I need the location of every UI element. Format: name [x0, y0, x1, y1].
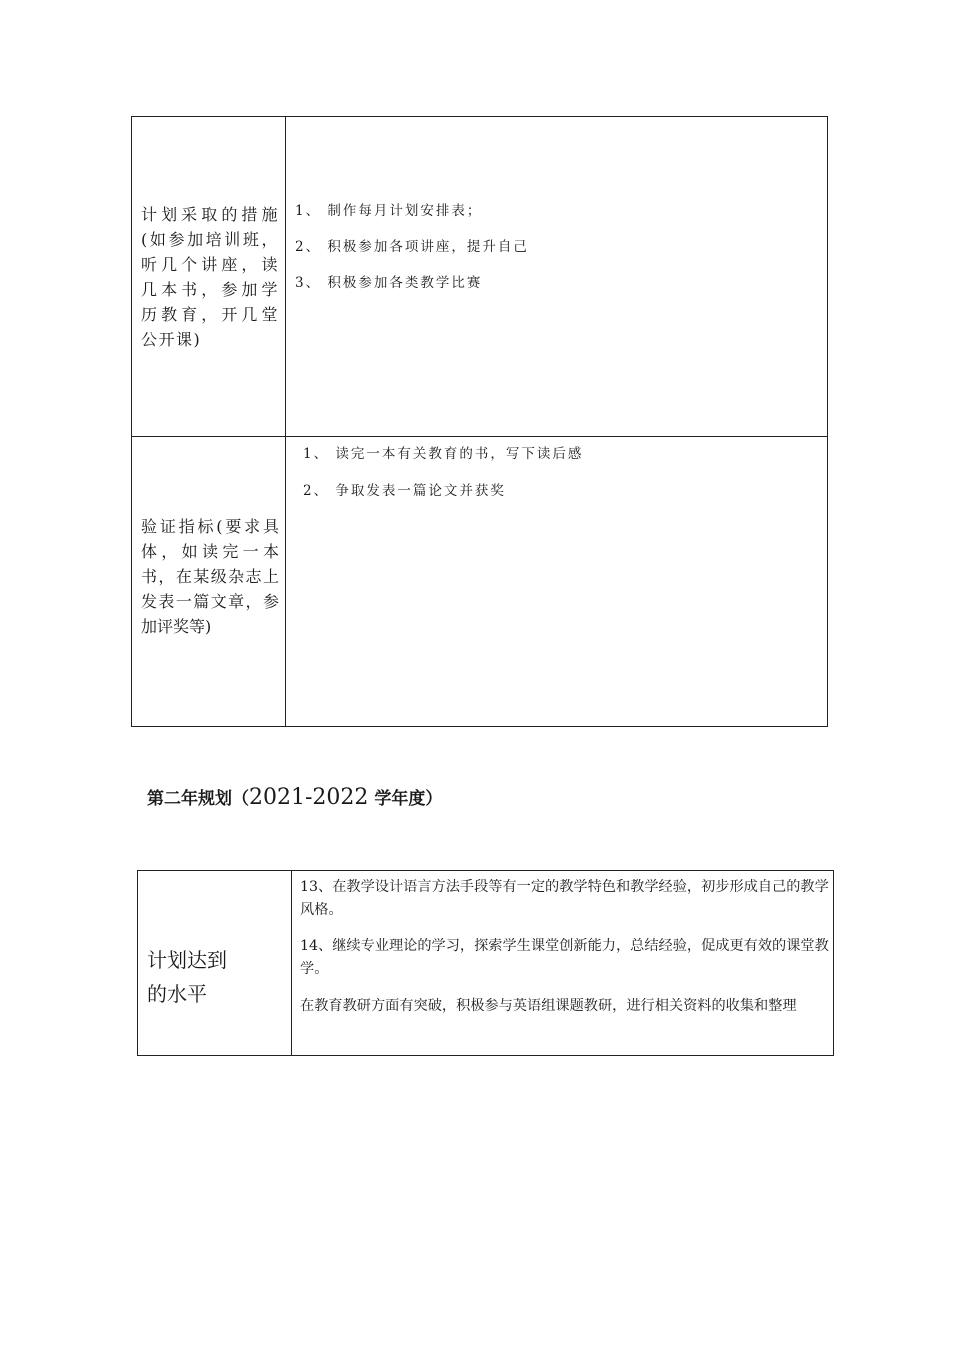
heading-suffix: 学年度）	[368, 789, 443, 809]
column-divider	[285, 117, 286, 726]
level-paragraph-2: 14、继续专业理论的学习，探索学生课堂创新能力，总结经验，促成更有效的课堂教学。	[300, 938, 829, 977]
measures-item-1: 1、 制作每月计划安排表；	[295, 203, 483, 219]
level-paragraph-1: 13、在教学设计语言方法手段等有一定的教学特色和教学经验，初步形成自己的教学风格。	[300, 879, 829, 918]
level-label	[147, 943, 227, 1011]
plan-table	[131, 116, 828, 727]
verify-label: 验证指标(要求具体，如读完一本书，在某级杂志上发表一篇文章，参加评奖等)	[141, 517, 279, 636]
level-label-line-2: 的水平	[147, 982, 207, 1006]
measures-label: 计划采取的措施(如参加培训班，听几个讲座，读几本书，参加学历教育，开几堂公开课)	[141, 205, 279, 349]
row-divider	[132, 436, 827, 437]
section-heading	[147, 784, 442, 810]
measures-item-2: 2、 积极参加各项讲座，提升自己	[295, 239, 529, 255]
verify-item-2: 2、 争取发表一篇论文并获奖	[303, 483, 506, 499]
level-table	[137, 870, 834, 1056]
heading-prefix: 第二年规划（	[147, 789, 249, 809]
level-paragraph-3: 在教育教研方面有突破，积极参与英语组课题教研，进行相关资料的收集和整理	[300, 998, 797, 1014]
level-label-line-1: 计划达到	[147, 948, 227, 972]
verify-item-1: 1、 读完一本有关教育的书，写下读后感	[303, 446, 584, 462]
heading-years: 2021-2022	[249, 785, 369, 810]
measures-item-3: 3、 积极参加各类教学比赛	[295, 275, 483, 291]
column-divider	[291, 871, 292, 1055]
